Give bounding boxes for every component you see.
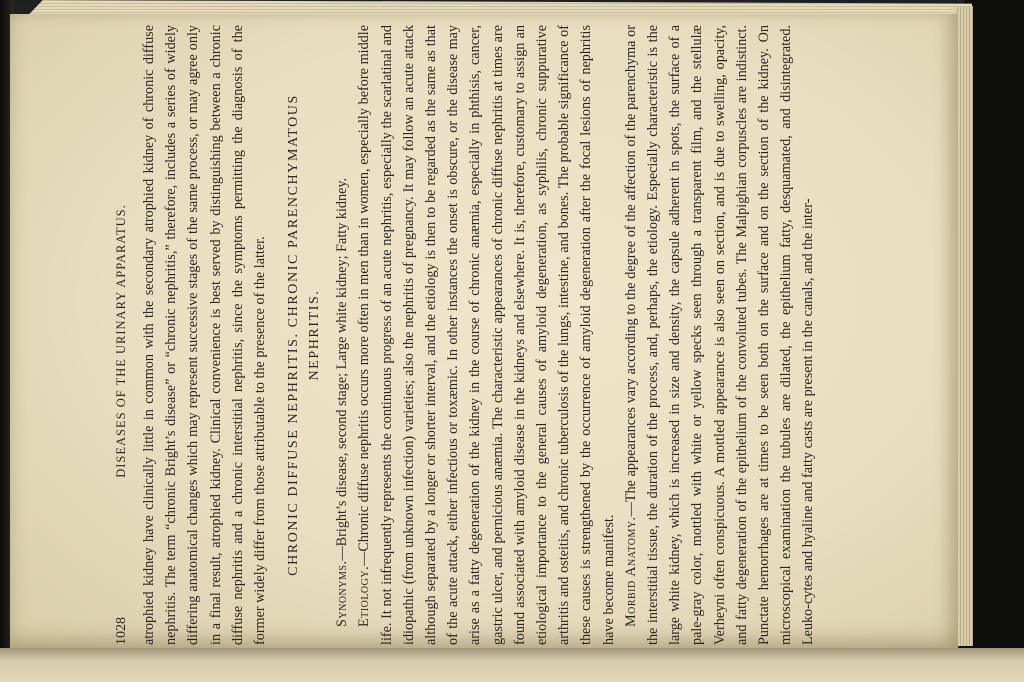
rotated-text-block (110, 25, 885, 645)
facing-page-edge (0, 648, 1024, 682)
etiology-paragraph (353, 25, 619, 645)
synonyms-paragraph (331, 25, 353, 645)
page-number: 1028 (114, 617, 129, 645)
running-head-title: DISEASES OF THE URINARY APPARATUS. (114, 204, 128, 478)
background-right (964, 0, 1024, 682)
running-head (110, 25, 134, 645)
morbid-anatomy-paragraph (620, 25, 820, 645)
etiology-text: —Chronic diffuse nephritis occurs more often in men than in women, especially before middle life. It not infrequently represents the continuous progress of an acute nephritis, especially the scarlatinal and idiopathic (from unknown infection) varieties; also the nephritis of pregnancy. It may follow an acute attack although separated by a longer or shorter interval, and the etiology is then to be regarded as the same as that of the acute attack, either infectious or toxæmic. In other instances the onset is obscure, or the disease may arise as a fatty degeneration of the kidney in the course of chronic anæmia, especially in phthisis, cancer, gastric ulcer, and pernicious anæmia. The characteristic appearances of chronic diffuse nephritis at times are found associated with amyloid disease in the kidneys and elsewhere. It is, therefore, customary to assign an etiological importance to the general causes of amyloid degeneration, as syphilis, chronic suppurative arthritis and osteitis, and chronic tuberculosis of the lungs, intestine, and bones. The probable significance of these causes is strengthened by the occurrence of amyloid degeneration after the focal lesions of nephritis have become manifest. (356, 25, 617, 645)
morbid-anatomy-label: Morbid Anatomy. (622, 516, 639, 627)
section-title-line-2: NEPHRITIS. (307, 289, 323, 381)
morbid-anatomy-text: —The appearances vary according to the degree of the affection of the parenchyma or the interstitial tissue, the duration of the process, and, perhaps, the etiology. Especially characteristic is the large white kidney, which is increased in size and density, the capsule adherent in spots, the surface of a pale-gray color, mottled with white or yellow specks seen through a transparent film, and the stellulæ Verheyni often conspicuous. A mottled appearance is also seen on section, and is due to swelling, opacity, and fatty degeneration of the epithelium of the convoluted tubes. The Malpighian corpuscles are indistinct. Punctate hemorrhages are at times to be seen both on the surface and on the section of the kidney. On microscopical examination the tubules are dilated, the epithelium fatty, desquamated, and disintegrated. Leuko-cytes and hyaline and fatty casts are present in the canals, and the inter- (622, 25, 817, 645)
etiology-label: Etiology. (356, 565, 373, 627)
section-title-line-1: CHRONIC DIFFUSE NEPHRITIS. CHRONIC PARENCHYMATOUS (286, 94, 302, 576)
synonyms-text: —Bright’s disease, second stage; Large white kidney; Fatty kidney. (334, 177, 351, 561)
intro-paragraph: atrophied kidney have clinically little in common with the secondary atrophied kidney of chronic diffuse nephritis. The term “chronic Bright’s disease” or “chronic nephritis,” therefore, includes a series of widely differing anatomical changes which may represent successive stages of the same process, or may agree only in a final result, atrophied kidney. Clinical convenience is best served by distinguishing between a chronic diffuse nephritis and a chronic interstitial nephritis, since the symptoms permitting the diagnosis of the former widely differ from those attributable to the presence of the latter. (141, 25, 269, 645)
page-text-area (110, 25, 885, 645)
synonyms-label: Synonyms. (334, 560, 351, 627)
